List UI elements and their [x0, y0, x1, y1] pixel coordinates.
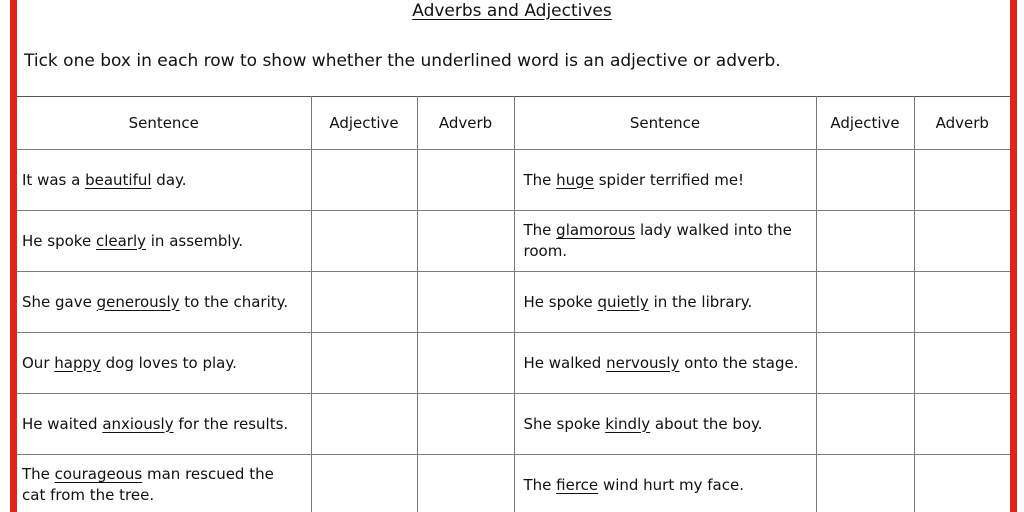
sentence-cell-left: It was a beautiful day.: [17, 150, 311, 211]
adverb-tick-box[interactable]: [914, 455, 1010, 512]
table-row: [17, 211, 1010, 272]
sentence-cell-left: The courageous man rescued the cat from the tree.: [17, 455, 311, 512]
adjective-tick-box[interactable]: [816, 272, 914, 333]
sentence-cell-left: Our happy dog loves to play.: [17, 333, 311, 394]
adverb-tick-box[interactable]: [914, 150, 1010, 211]
adverb-tick-box[interactable]: [417, 150, 514, 211]
adjective-tick-box[interactable]: [816, 455, 914, 512]
underlined-word: clearly: [95, 231, 146, 250]
adverb-tick-box[interactable]: [914, 333, 1010, 394]
adjective-tick-box[interactable]: [816, 211, 914, 272]
instructions-text: Tick one box in each row to show whether the underlined word is an adjective or adverb.: [24, 51, 781, 71]
adverb-tick-box[interactable]: [417, 333, 514, 394]
underlined-word: huge: [556, 170, 594, 189]
adjective-tick-box[interactable]: [311, 455, 417, 512]
adjective-tick-box[interactable]: [311, 272, 417, 333]
underlined-word: happy: [54, 353, 101, 372]
sentence-cell-right: The fierce wind hurt my face.: [514, 455, 816, 512]
table-header-row: [17, 97, 1010, 150]
adjective-tick-box[interactable]: [311, 211, 417, 272]
table-row: [17, 394, 1010, 455]
table-row: [17, 455, 1010, 512]
adverb-tick-box[interactable]: [914, 211, 1010, 272]
adverb-tick-box[interactable]: [417, 272, 514, 333]
adjective-tick-box[interactable]: [816, 333, 914, 394]
sentence-cell-right: She spoke kindly about the boy.: [514, 394, 816, 455]
header-adjective-right: Adjective: [816, 97, 914, 150]
sentence-cell-right: The huge spider terrified me!: [514, 150, 816, 211]
table-row: [17, 150, 1010, 211]
classification-table: [17, 96, 1010, 512]
adjective-tick-box[interactable]: [311, 394, 417, 455]
header-adverb-left: Adverb: [417, 97, 514, 150]
adverb-tick-box[interactable]: [914, 272, 1010, 333]
underlined-word: fierce: [556, 475, 599, 494]
header-sentence-left: Sentence: [17, 97, 311, 150]
sentence-cell-right: He spoke quietly in the library.: [514, 272, 816, 333]
underlined-word: beautiful: [85, 170, 152, 189]
adverb-tick-box[interactable]: [417, 394, 514, 455]
sentence-cell-left: He spoke clearly in assembly.: [17, 211, 311, 272]
adverb-tick-box[interactable]: [417, 211, 514, 272]
sentence-cell-left: She gave generously to the charity.: [17, 272, 311, 333]
red-border-right: [1010, 0, 1017, 512]
adverb-tick-box[interactable]: [417, 455, 514, 512]
header-adverb-right: Adverb: [914, 97, 1010, 150]
red-border-left: [10, 0, 17, 512]
header-adjective-left: Adjective: [311, 97, 417, 150]
sentence-cell-left: He waited anxiously for the results.: [17, 394, 311, 455]
sentence-cell-right: He walked nervously onto the stage.: [514, 333, 816, 394]
underlined-word: glamorous: [556, 221, 636, 239]
underlined-word: quietly: [597, 292, 649, 311]
sentence-cell-right: The glamorous lady walked into the room.: [514, 211, 816, 272]
header-sentence-right: Sentence: [514, 97, 816, 150]
worksheet-title: Adverbs and Adjectives: [412, 1, 612, 21]
underlined-word: courageous: [54, 465, 143, 483]
underlined-word: generously: [96, 292, 180, 311]
underlined-word: kindly: [605, 414, 651, 433]
underlined-word: nervously: [606, 353, 680, 372]
adjective-tick-box[interactable]: [311, 333, 417, 394]
adjective-tick-box[interactable]: [816, 150, 914, 211]
adjective-tick-box[interactable]: [311, 150, 417, 211]
adverb-tick-box[interactable]: [914, 394, 1010, 455]
underlined-word: anxiously: [102, 414, 174, 433]
table-row: [17, 272, 1010, 333]
adjective-tick-box[interactable]: [816, 394, 914, 455]
table-row: [17, 333, 1010, 394]
